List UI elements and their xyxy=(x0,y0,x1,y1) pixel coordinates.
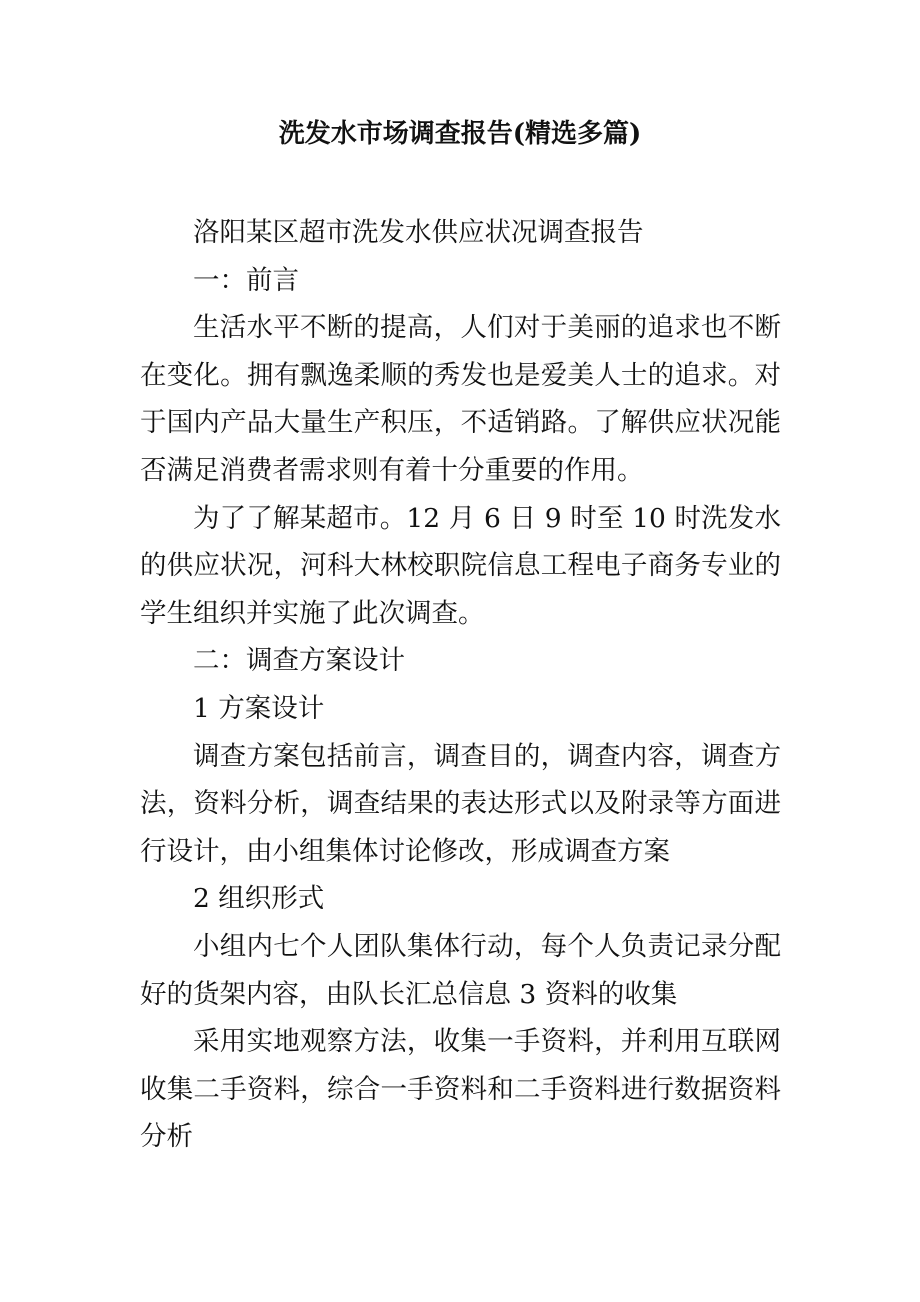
body-paragraph: 小组内七个人团队集体行动，每个人负责记录分配好的货架内容，由队长汇总信息 3 资料的收集 xyxy=(140,930,781,1010)
body-paragraph: 为了了解某超市。12 月 6 日 9 时至 10 时洗发水的供应状况，河科大林校职院信息工程电子商务专业的学生组织并实施了此次调查。 xyxy=(140,502,781,629)
report-subtitle: 洛阳某区超市洗发水供应状况调查报告 xyxy=(193,217,644,248)
subsection-heading-plan-design: 1 方案设计 xyxy=(193,692,325,724)
subsection-heading-organization: 2 组织形式 xyxy=(193,883,325,915)
body-paragraph: 采用实地观察方法，收集一手资料，并利用互联网收集二手资料，综合一手资料和二手资料进行数据资料分析 xyxy=(140,1026,781,1153)
document-title: 洗发水市场调查报告(精选多篇) xyxy=(278,119,642,149)
section-heading-survey-design: 二：调查方案设计 xyxy=(193,645,405,677)
body-paragraph: 生活水平不断的提高，人们对于美丽的追求也不断在变化。拥有飘逸柔顺的秀发也是爱美人士的追求。对于国内产品大量生产积压，不适销路。了解供应状况能否满足消费者需求则有着十分重要的作用。 xyxy=(140,312,781,486)
body-paragraph: 调查方案包括前言，调查目的，调查内容，调查方法，资料分析，调查结果的表达形式以及附录等方面进行设计，由小组集体讨论修改，形成调查方案 xyxy=(140,740,781,867)
section-heading-preface: 一：前言 xyxy=(193,264,299,296)
document-body xyxy=(140,209,781,1161)
